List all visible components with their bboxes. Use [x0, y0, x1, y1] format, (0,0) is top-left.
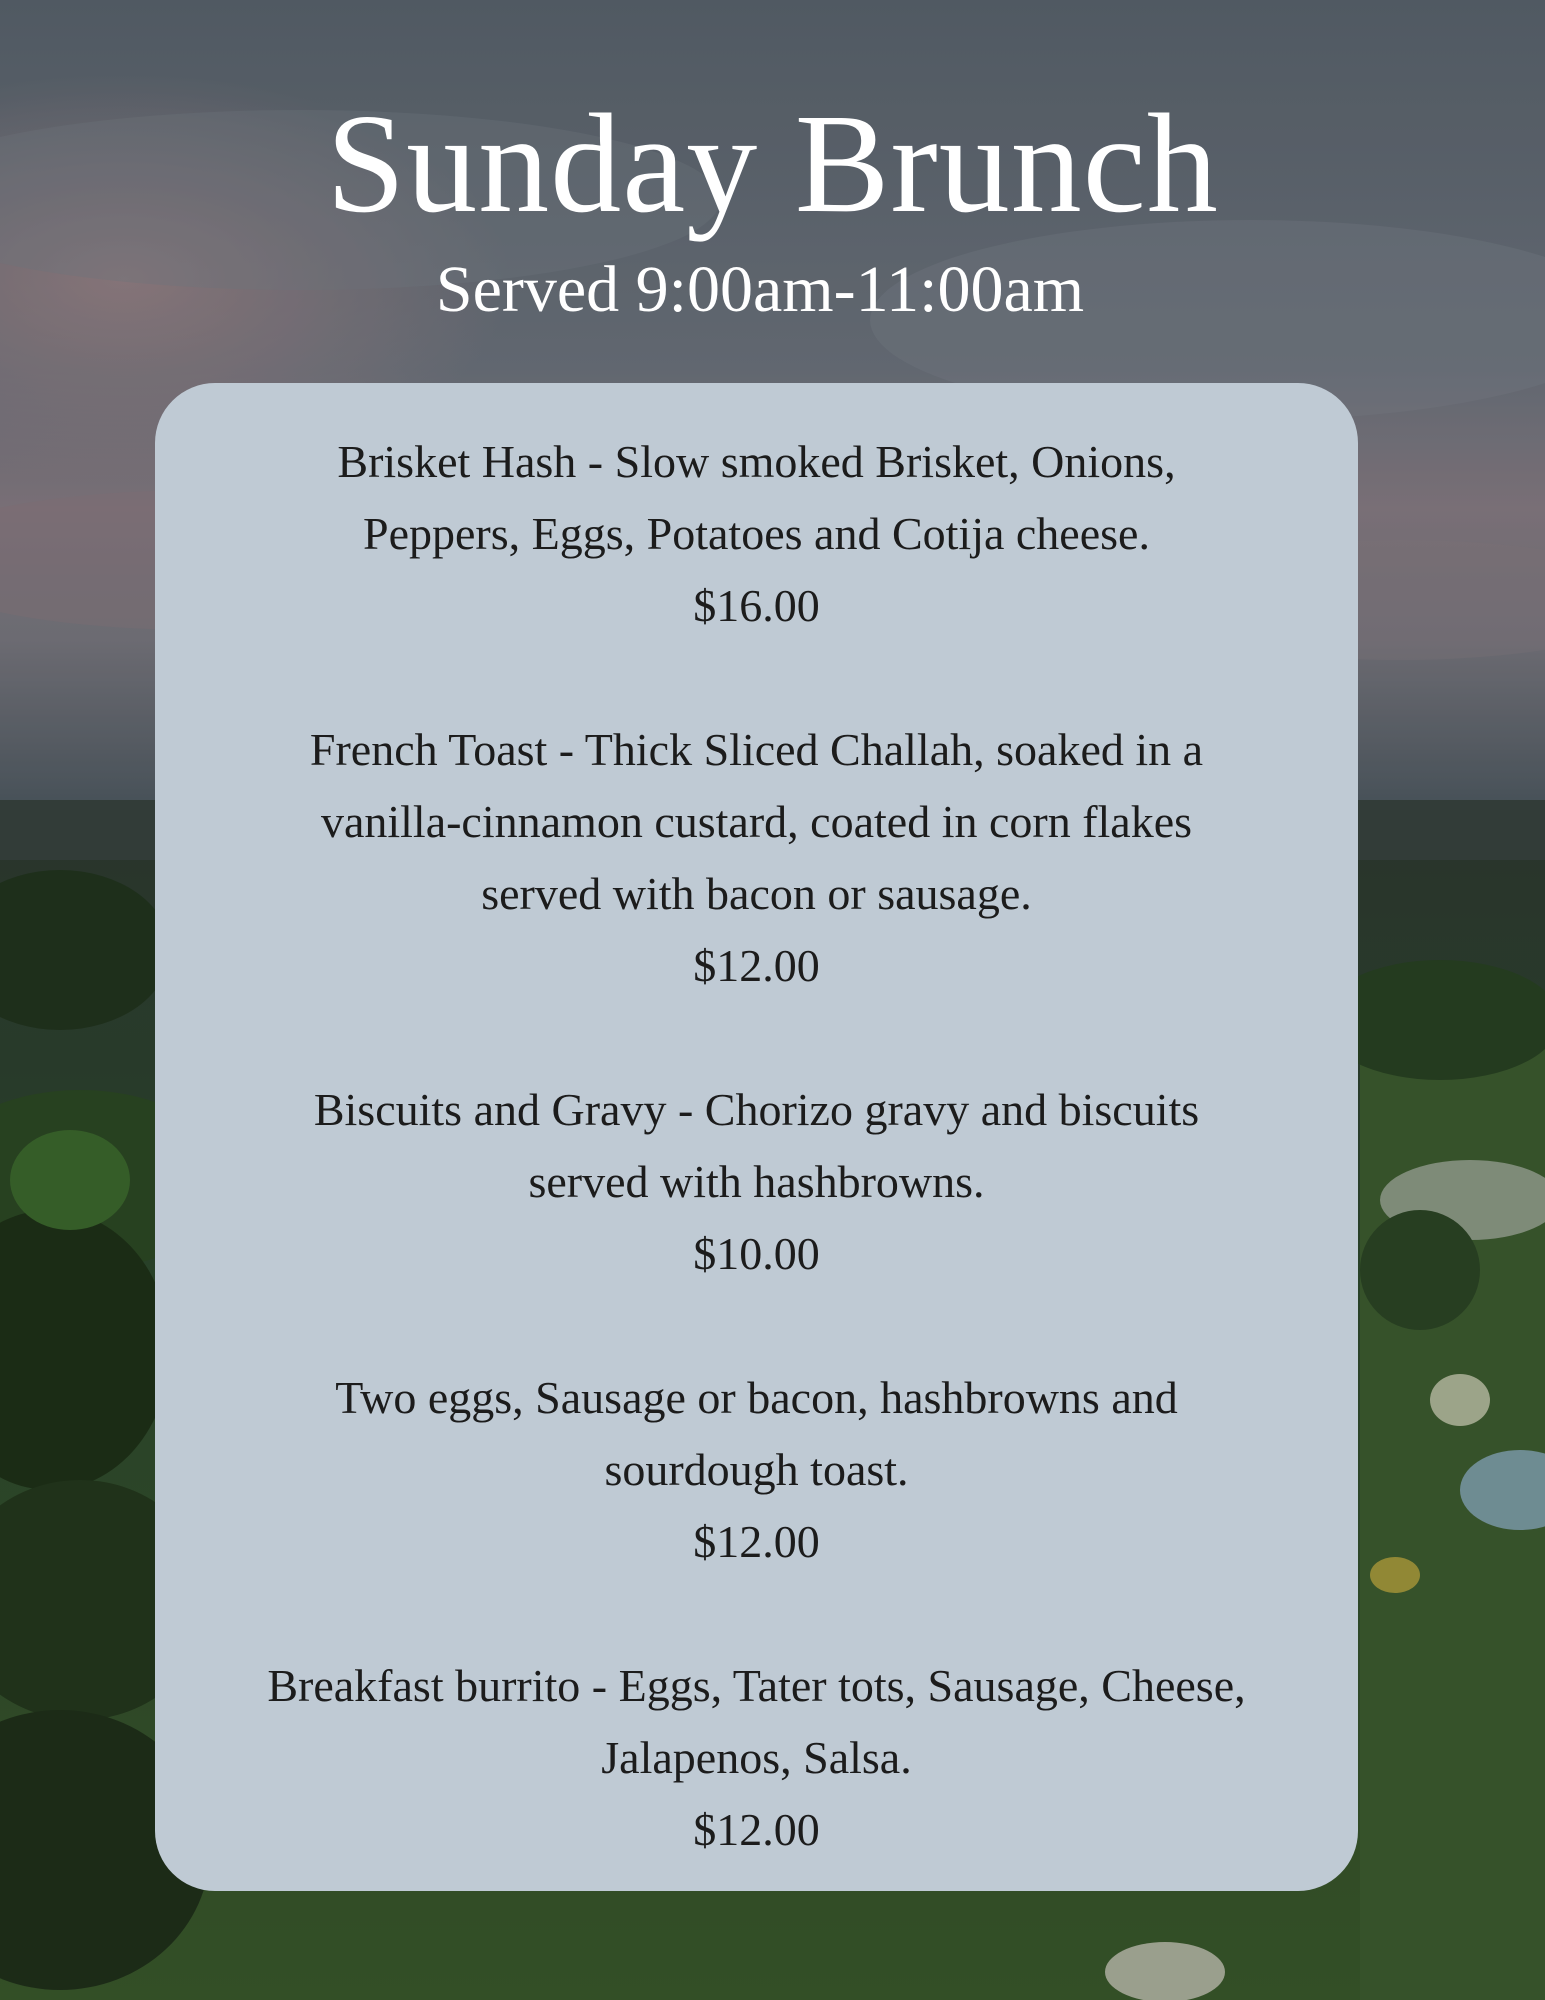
menu-item-biscuits-and-gravy — [155, 1074, 1358, 1290]
menu-item-two-eggs — [155, 1362, 1358, 1578]
menu-item-description: served with bacon or sausage. — [481, 868, 1032, 919]
menu-title: Sunday Brunch — [326, 84, 1219, 242]
menu-item-description: Breakfast burrito - Eggs, Tater tots, Sausage, Cheese, — [267, 1660, 1246, 1711]
menu-item-price: $10.00 — [693, 1228, 820, 1279]
menu-item-description: vanilla-cinnamon custard, coated in corn flakes — [320, 796, 1193, 847]
menu-subtitle: Served 9:00am-11:00am — [435, 253, 1085, 326]
menu-item-description: served with hashbrowns. — [528, 1156, 985, 1207]
menu-item-brisket-hash — [155, 426, 1358, 642]
menu-item-description: Two eggs, Sausage or bacon, hashbrowns and — [335, 1372, 1178, 1423]
menu-item-french-toast — [155, 714, 1358, 1002]
menu-item-price: $16.00 — [693, 580, 820, 631]
menu-item-price: $12.00 — [693, 940, 820, 991]
menu-item-description: Biscuits and Gravy - Chorizo gravy and biscuits — [313, 1084, 1200, 1135]
menu-item-price: $12.00 — [693, 1804, 820, 1855]
menu-item-price: $12.00 — [693, 1516, 820, 1567]
menu-item-description: Brisket Hash - Slow smoked Brisket, Onions, — [337, 436, 1176, 487]
menu-item-breakfast-burrito — [155, 1650, 1358, 1866]
menu-item-description: Peppers, Eggs, Potatoes and Cotija cheese. — [363, 508, 1150, 559]
menu-item-description: sourdough toast. — [604, 1444, 909, 1495]
menu-item-description: Jalapenos, Salsa. — [601, 1732, 912, 1783]
menu-item-description: French Toast - Thick Sliced Challah, soaked in a — [309, 724, 1204, 775]
